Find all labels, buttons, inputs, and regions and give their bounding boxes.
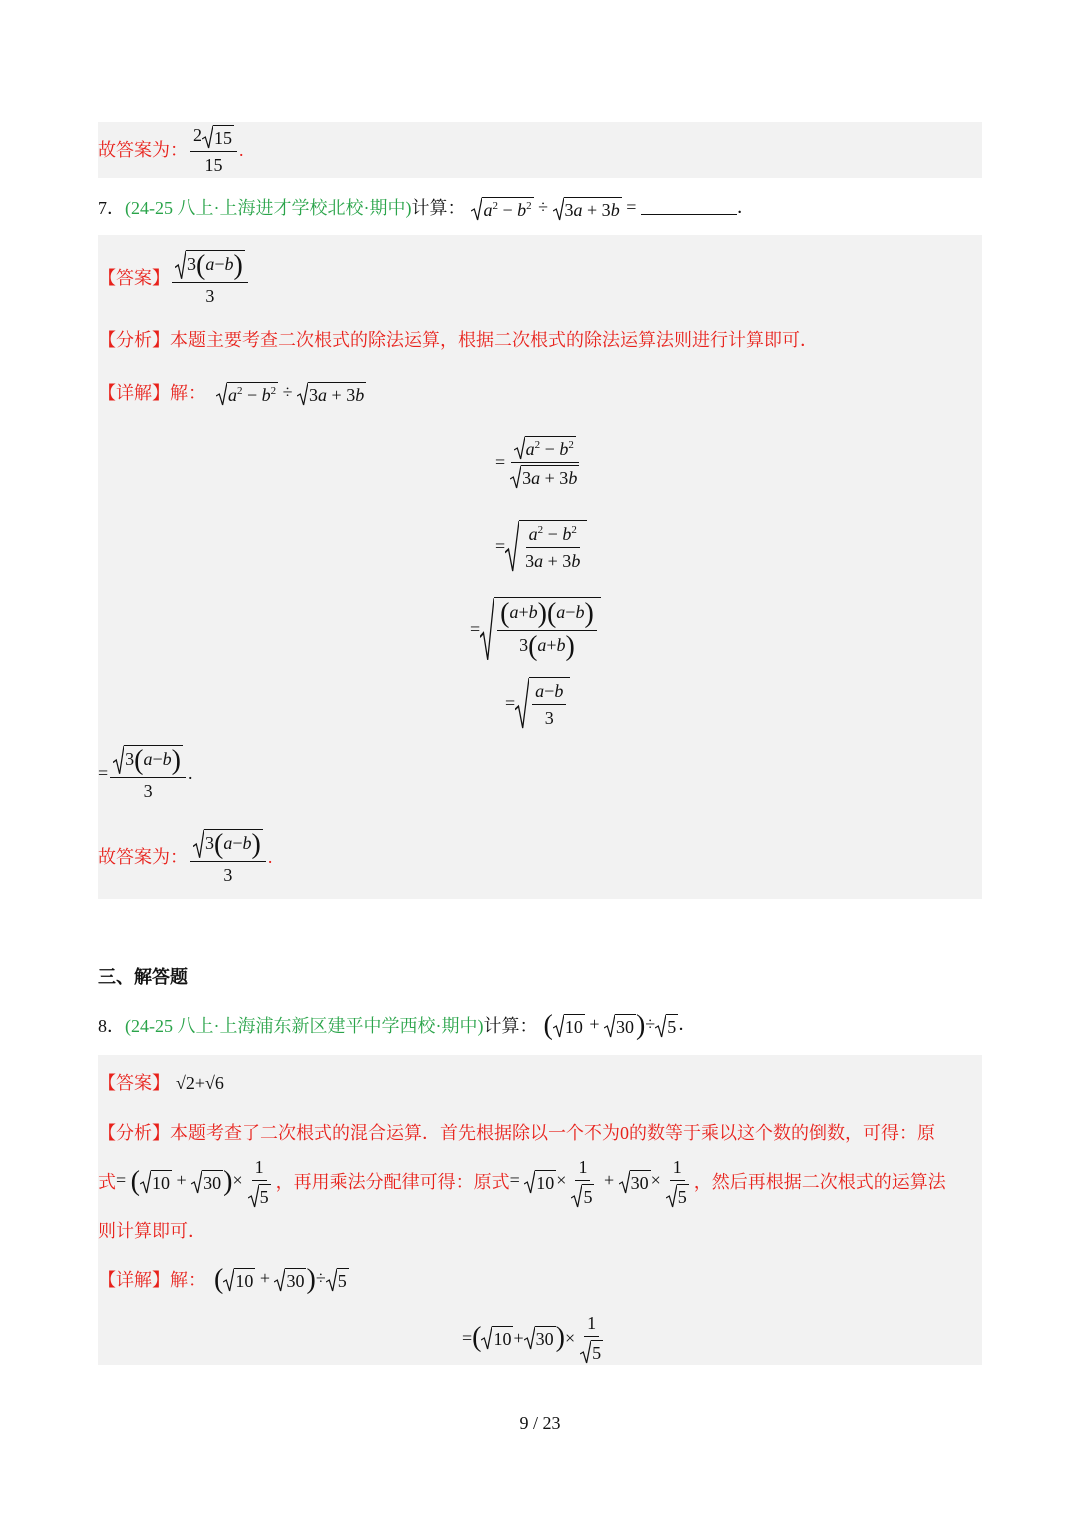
answer-7-detail: 【详解】 解： $a^2 - b^2$ ÷ 3a + 3b [98,382,365,405]
question-source: (24-25 八上·上海浦东新区建平中学西校·期中) [125,1016,484,1036]
section-title: 三、解答题 [98,967,188,987]
question-number: 7． [98,198,125,218]
answer-8-analysis-line-3: 则计算即可． [98,1221,206,1241]
answer-value: √2+√6 [176,1073,224,1093]
detail-label: 【详解】 [98,1270,170,1290]
answer-8-detail: 【详解】 解： ( 10 + 30 )÷ 5 [98,1264,347,1295]
detail-step-2: = $\frac{a^2 - b^2}{3a + 3b}$ [495,518,587,574]
answer-8-analysis-line-2: 式 = ( 10 + 30 )× $\frac{1}{5}$ ，再用乘法分配律可得：原式 = 10 × $\frac{1}{5}$ + 30 × $\frac{1}{5}$ ，然后再根据二次根式的运算法 [98,1157,946,1207]
analysis-text: 本题主要考查二次根式的除法运算，根据二次根式的除法运算法则进行计算即可． [170,330,818,350]
final-answer-label: 故答案为： [98,847,188,867]
detail-step-1: = $\frac{a^2 - b^2}{3a + 3b}$ [495,432,584,492]
answer-7-answer [98,250,250,306]
top-answer-line: 故答案为： 2 15 15 . [98,125,244,175]
detail-step-3: = $\frac{(a+b)(a-b)}{3(a+b)}$ [470,598,601,660]
answer-7-analysis [98,328,818,352]
answer-label: 【答案】 [98,1073,170,1093]
fraction: $\frac{3(a-b)}{3}$ [172,250,248,307]
question-7 [98,194,755,222]
detail-label: 【详解】 [98,383,170,403]
final-answer-label: 故答案为： [98,140,188,160]
answer-8-answer [98,1068,224,1098]
question-prompt: 计算： [483,1016,538,1036]
answer-label: 【答案】 [98,268,170,288]
detail-step-4: = $\frac{a-b}{3}$ [505,676,570,730]
answer-8-step-1: = ( 10 + 30 ) × $\frac{1}{5}$ [462,1313,602,1363]
page-number: 9 / 23 [519,1413,561,1433]
fraction: 2 15 15 [190,124,237,176]
answer-7-final: 故答案为： $\frac{3(a-b)}{3}$ . [98,828,273,885]
question-prompt: 计算： [411,198,466,218]
analysis-label: 【分析】 [98,1123,170,1143]
question-expression: $a^2 - b^2$ ÷ 3a + 3b = ． [471,195,754,221]
detail-step-5: = $\frac{3(a-b)}{3}$ . [98,744,193,801]
analysis-label: 【分析】 [98,330,170,350]
question-source: (24-25 八上·上海进才学校北校·期中) [125,198,412,218]
answer-8-analysis-line-1: 【分析】本题考查了二次根式的混合运算．首先根据除以一个不为0的数等于乘以这个数的倒数，可得：原 [98,1123,935,1143]
question-8: 8． (24-25 八上·上海浦东新区建平中学西校·期中) 计算： ( 10 + 30 )÷ 5 ． [98,1010,697,1041]
question-number: 8． [98,1016,125,1036]
answer-blank [641,196,737,215]
